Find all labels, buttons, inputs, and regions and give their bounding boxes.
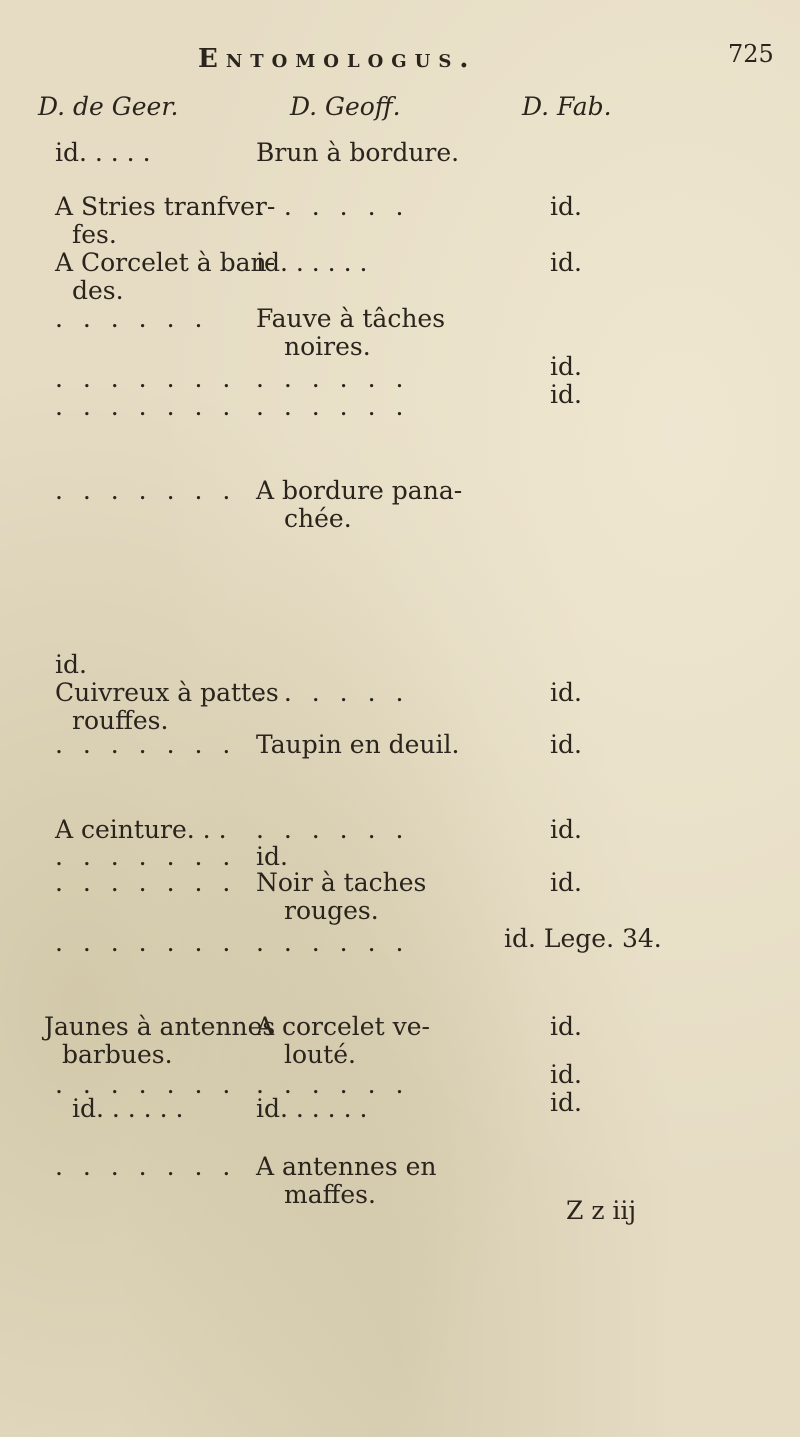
entry-text: A Stries tranfver-	[55, 192, 276, 221]
entry-text: id.	[550, 352, 582, 381]
entry-dots: . . . . . . .	[55, 868, 237, 897]
entry-text: id. . . . . .	[256, 248, 368, 277]
column-heading-fabricius: D. Fab.	[522, 92, 612, 121]
entry-dots: . . . . . .	[256, 678, 410, 707]
entry-text: Noir à taches	[256, 868, 427, 897]
entry-dots: . . . . . .	[256, 1070, 410, 1099]
entry-text: id. Lege. 34.	[504, 924, 662, 953]
entry-text: A corcelet ve-	[256, 1012, 430, 1041]
entry-dots: . . . . . .	[256, 364, 410, 393]
running-title: Entomologus.	[198, 44, 477, 74]
entry-text: id.	[550, 1088, 582, 1117]
entry-dots: . . . . . . .	[55, 392, 237, 421]
entry-text: id.	[550, 678, 582, 707]
entry-text: A ceinture. . .	[55, 815, 227, 844]
entry-dots: . . . . . .	[256, 928, 410, 957]
entry-text: A antennes en	[256, 1152, 437, 1181]
entry-text: id.	[550, 1012, 582, 1041]
entry-text: A Corcelet à ban-	[55, 248, 276, 277]
entry-dots: . . . . . .	[256, 192, 410, 221]
entry-dots: . . . . . .	[256, 392, 410, 421]
entry-text: Cuivreux à pattes	[55, 678, 279, 707]
column-heading-de-geer: D. de Geer.	[38, 92, 179, 121]
entry-text: id.	[256, 842, 288, 871]
entry-text: rouges.	[284, 896, 379, 925]
entry-text: des.	[72, 276, 124, 305]
column-heading-geoffroy: D. Geoff.	[290, 92, 401, 121]
entry-text: id.	[550, 248, 582, 277]
signature-mark: Z z iij	[566, 1196, 637, 1225]
entry-text: maffes.	[284, 1180, 376, 1209]
entry-text: noires.	[284, 332, 371, 361]
entry-text: Jaunes à antennes	[44, 1012, 276, 1041]
entry-text: A bordure pana-	[256, 476, 463, 505]
entry-text: id.	[550, 730, 582, 759]
page-number: 725	[728, 40, 774, 68]
entry-text: id. . . . . .	[72, 1094, 184, 1123]
entry-text: louté.	[284, 1040, 356, 1069]
entry-text: fes.	[72, 220, 117, 249]
entry-text: id.	[550, 192, 582, 221]
entry-dots: . . . . . . .	[55, 1070, 237, 1099]
entry-text: id.	[550, 380, 582, 409]
entry-text: id. . . . .	[55, 138, 151, 167]
entry-text: rouffes.	[72, 706, 169, 735]
entry-text: id.	[550, 815, 582, 844]
entry-dots: . . . . . . .	[55, 1152, 237, 1181]
entry-text: id. . . . . .	[256, 1094, 368, 1123]
entry-dots: . . . . . . .	[55, 730, 237, 759]
entry-dots: . . . . . . .	[55, 364, 237, 393]
entry-dots: . . . . . . .	[55, 476, 237, 505]
entry-dots: . . . . . . .	[55, 928, 237, 957]
entry-text: Fauve à tâches	[256, 304, 446, 333]
entry-text: id.	[55, 650, 87, 679]
entry-text: chée.	[284, 504, 352, 533]
entry-text: barbues.	[62, 1040, 173, 1069]
entry-text: Taupin en deuil.	[256, 730, 460, 759]
entry-text: Brun à bordure.	[256, 138, 460, 167]
entry-text: id.	[550, 1060, 582, 1089]
entry-dots: . . . . . .	[256, 815, 410, 844]
entry-dots: . . . . . .	[55, 304, 209, 333]
entry-text: id.	[550, 868, 582, 897]
entry-dots: . . . . . . .	[55, 842, 237, 871]
